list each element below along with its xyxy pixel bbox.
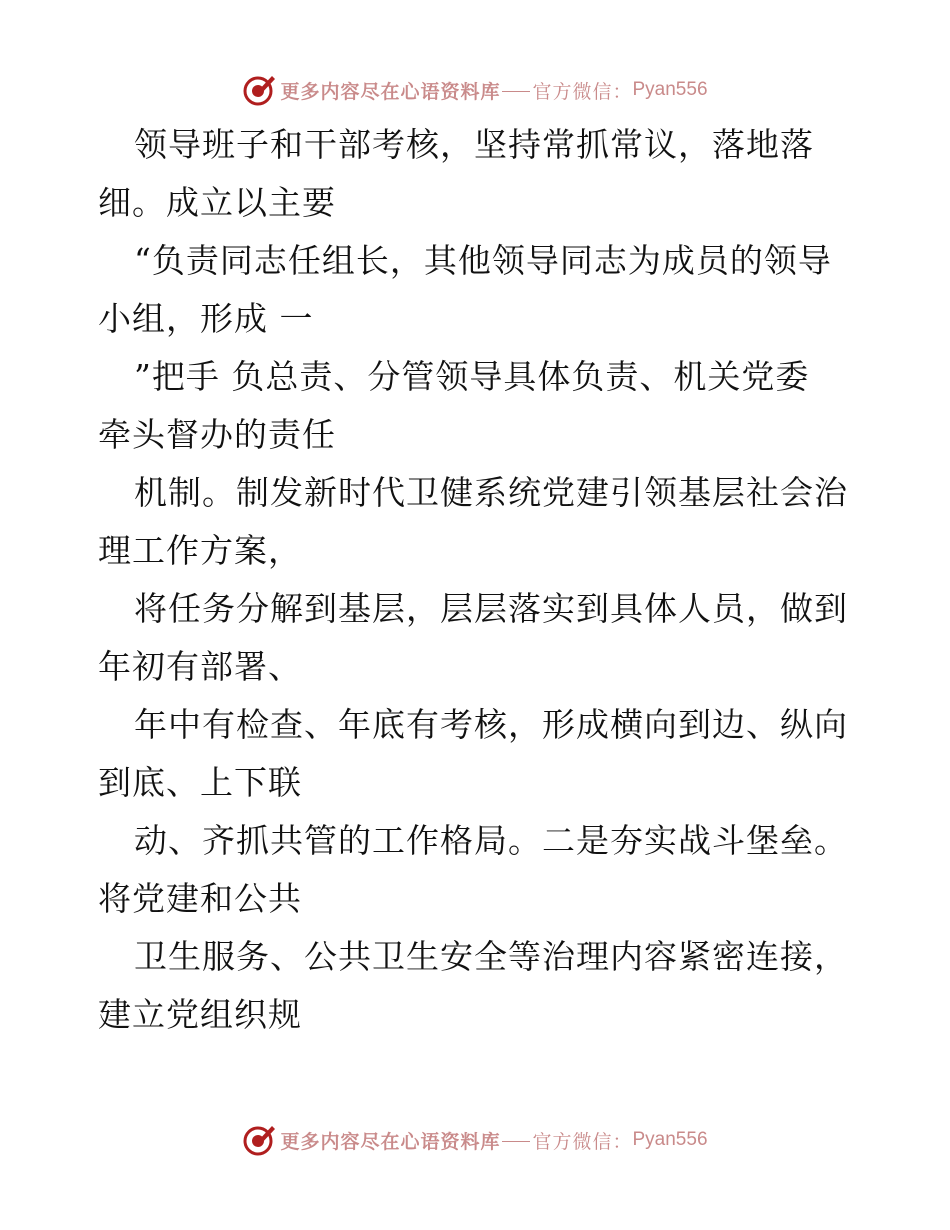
quill-logo-icon [242, 73, 276, 107]
document-body [98, 116, 858, 1044]
body-line: 到底、上下联 [98, 763, 302, 802]
body-line: 建立党组织规 [98, 995, 302, 1034]
banner-dash [502, 91, 530, 92]
banner-wechat-label: 官方微信： [532, 80, 633, 103]
banner-dash [502, 1141, 530, 1142]
body-line: 将任务分解到基层，层层落实到具体人员，做到 [134, 589, 848, 628]
body-line: 小组，形成 一 [98, 299, 314, 338]
body-line: 领导班子和干部考核，坚持常抓常议，落地落 [134, 125, 814, 164]
banner-brand: 更多内容尽在心语资料库 [280, 1130, 501, 1153]
banner-brand: 更多内容尽在心语资料库 [280, 80, 501, 103]
footer-banner [0, 1120, 950, 1160]
body-line: ”把手 负总责、分管领导具体负责、机关党委 [134, 357, 810, 396]
body-line: 细。成立以主要 [98, 183, 336, 222]
body-line: 年初有部署、 [98, 647, 302, 686]
body-line: 理工作方案， [98, 531, 302, 570]
body-line: 年中有检查、年底有考核，形成横向到边、纵向 [134, 705, 848, 744]
body-line: 牵头督办的责任 [98, 415, 336, 454]
quill-logo-icon [242, 1123, 276, 1157]
body-line: 机制。制发新时代卫健系统党建引领基层社会治 [134, 473, 848, 512]
banner-wechat-id: Pyan556 [632, 79, 708, 100]
body-line: 动、齐抓共管的工作格局。二是夯实战斗堡垒。 [134, 821, 848, 860]
banner-wechat-label: 官方微信： [532, 1130, 633, 1153]
banner-wechat-id: Pyan556 [632, 1129, 708, 1150]
body-line: 卫生服务、公共卫生安全等治理内容紧密连接， [134, 937, 848, 976]
body-line: 将党建和公共 [98, 879, 302, 918]
header-banner [0, 70, 950, 110]
body-line: “负责同志任组长，其他领导同志为成员的领导 [134, 241, 832, 280]
